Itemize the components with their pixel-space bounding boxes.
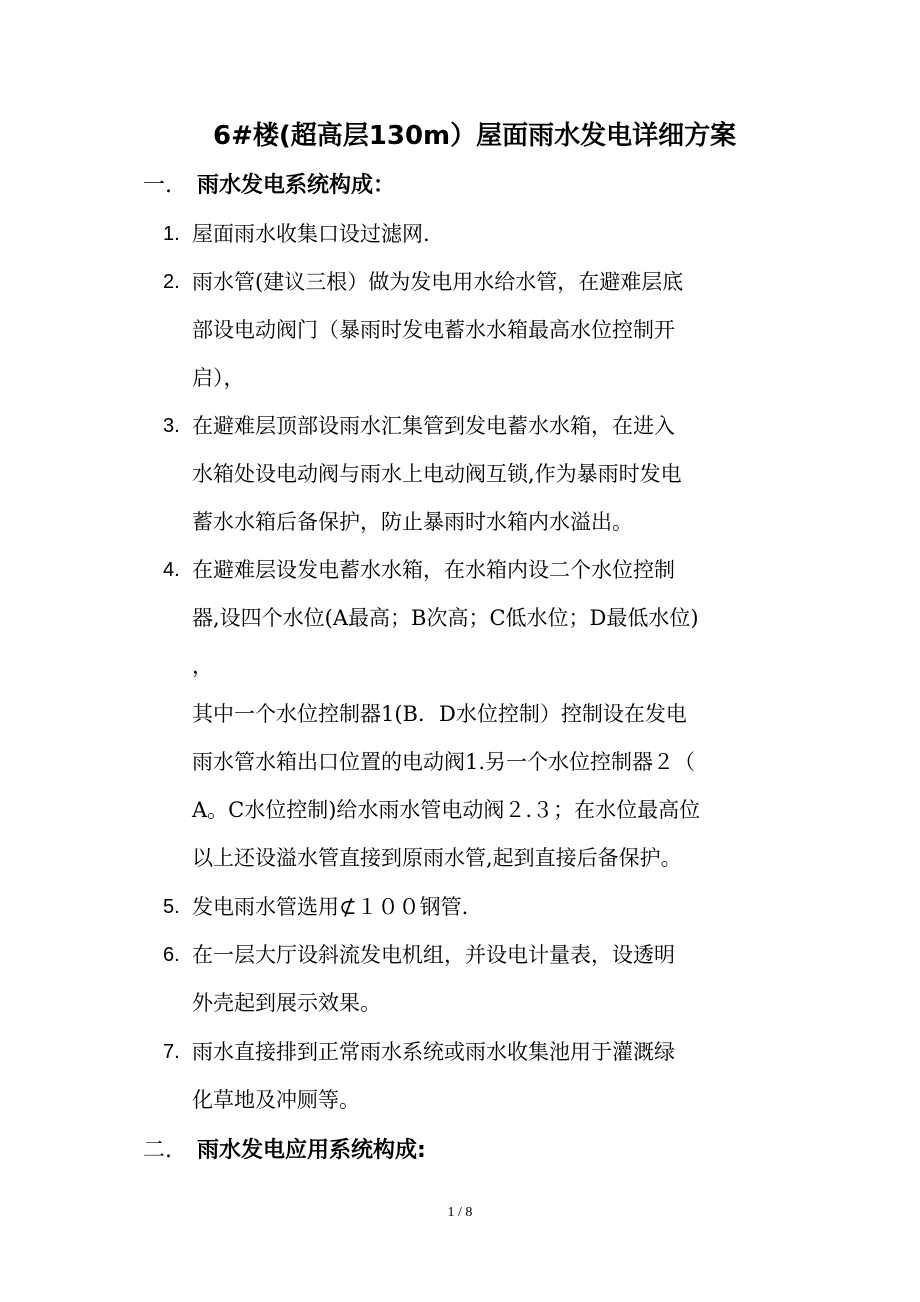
list-item-line: 其中一个水位控制器1(B．D水位控制）控制设在发电: [192, 702, 687, 726]
list-item-number: 2.: [163, 271, 180, 293]
page-number: 1 / 8: [447, 1205, 473, 1220]
section-2-title: 雨水发电应用系统构成:: [197, 1138, 426, 1163]
list-item-line: 在避难层顶部设雨水汇集管到发电蓄水水箱，在进入: [192, 414, 675, 438]
list-item-line: 在一层大厅设斜流发电机组，并设电计量表，设透明: [192, 943, 675, 967]
list-item-line: 化草地及冲厕等。: [192, 1088, 360, 1112]
list-item-line: 雨水管(建议三根）做为发电用水给水管，在避难层底: [192, 270, 684, 294]
list-item-line: 屋面雨水收集口设过滤网.: [192, 222, 430, 246]
list-item-line: 发电雨水管选用⊄１００钢管.: [192, 895, 469, 919]
list-item-number: 3.: [163, 415, 180, 437]
list-item-line: 外壳起到展示效果。: [192, 991, 381, 1015]
section-2-heading: [143, 1131, 426, 1171]
list-item-number: 4.: [163, 559, 180, 581]
document-title: 6#楼(超高层130m）屋面雨水发电详细方案: [213, 121, 737, 151]
list-item-line: 器,设四个水位(A最高；B次高；C低水位；D最低水位): [192, 606, 699, 630]
section-1-heading: [143, 166, 395, 206]
list-item-line: 部设电动阀门（暴雨时发电蓄水水箱最高水位控制开: [192, 318, 675, 342]
section-2-number: 二.: [143, 1138, 172, 1163]
list-item-line: A。C水位控制)给水雨水管电动阀２.３；在水位最高位: [192, 798, 701, 822]
list-item-line: 蓄水水箱后备保护，防止暴雨时水箱内水溢出。: [192, 510, 633, 534]
list-item-number: 1.: [163, 223, 180, 245]
list-item-line: 水箱处设电动阀与雨水上电动阀互锁,作为暴雨时发电: [192, 462, 682, 486]
list-item-line: ，: [192, 654, 213, 678]
list-item-number: 6.: [163, 944, 180, 966]
list-item-number: 5.: [163, 896, 180, 918]
list-item-line: 在避难层设发电蓄水水箱，在水箱内设二个水位控制: [192, 558, 675, 582]
list-item-line: 启），: [192, 366, 245, 390]
list-item-line: 雨水直接排到正常雨水系统或雨水收集池用于灌溉绿: [192, 1040, 675, 1064]
section-1-number: 一.: [143, 173, 172, 198]
list-item-number: 7.: [163, 1041, 180, 1063]
list-item-line: 以上还设溢水管直接到原雨水管,起到直接后备保护。: [192, 846, 682, 870]
list-item-line: 雨水管水箱出口位置的电动阀1.另一个水位控制器２（: [192, 750, 696, 774]
section-1-title: 雨水发电系统构成：: [197, 173, 396, 198]
